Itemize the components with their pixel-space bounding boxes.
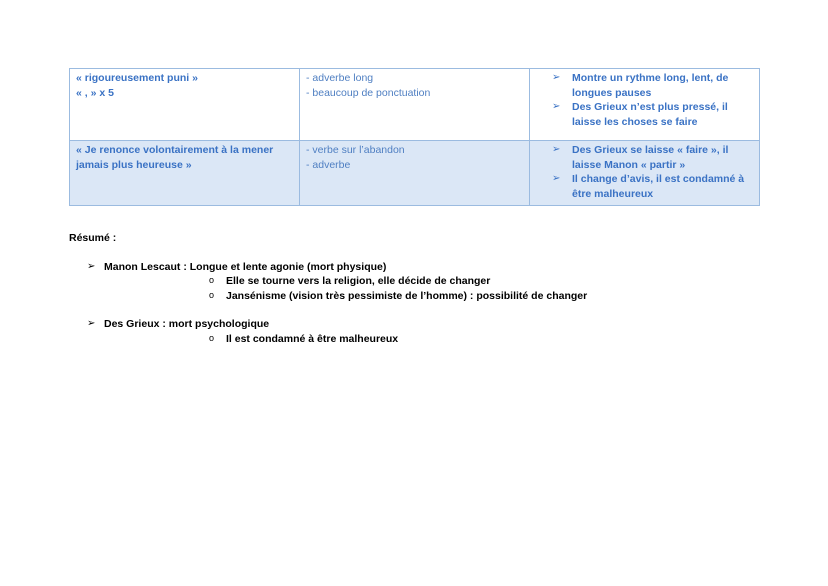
summary-subitem — [209, 333, 399, 345]
arrow-bullet-icon: ➢ — [552, 144, 561, 155]
effect-text: Il change d’avis, il est condamné à être malheureux — [572, 173, 745, 200]
summary-subitem-text: Jansénisme (vision très pessimiste de l’homme) : possibilité de changer — [226, 290, 588, 302]
device-text: - adverbe — [306, 158, 351, 171]
arrow-bullet-icon: ➢ — [552, 101, 561, 112]
device-cell — [300, 141, 530, 206]
summary-heading: Résumé : — [69, 232, 117, 244]
list-item — [536, 100, 754, 129]
device-text: - adverbe long — [306, 72, 374, 84]
arrow-bullet-icon: ➢ — [87, 261, 96, 272]
device-text: - verbe sur l’abandon — [306, 144, 405, 156]
list-item — [536, 172, 754, 201]
arrow-bullet-icon: ➢ — [87, 318, 96, 329]
circle-bullet-icon: o — [209, 333, 215, 343]
quote-text: « rigoureusement puni » — [76, 72, 198, 84]
summary-subitem — [209, 275, 491, 287]
effect-cell — [530, 69, 760, 141]
quote-cell — [70, 69, 300, 141]
list-item — [536, 143, 754, 172]
device-cell — [300, 69, 530, 141]
quote-text: « Je renonce volontairement à la mener jamais plus heureuse » — [76, 144, 274, 171]
summary-item — [87, 261, 387, 273]
summary-subitem-text: Elle se tourne vers la religion, elle décide de changer — [226, 275, 491, 287]
arrow-bullet-icon: ➢ — [552, 72, 561, 83]
table-row — [70, 69, 760, 141]
circle-bullet-icon: o — [209, 290, 215, 300]
table-row — [70, 141, 760, 206]
device-text: - beaucoup de ponctuation — [306, 86, 431, 99]
list-item — [536, 71, 754, 100]
circle-bullet-icon: o — [209, 275, 215, 285]
effect-text: Des Grieux n’est plus pressé, il laisse les choses se faire — [572, 101, 728, 128]
summary-subitem-text: Il est condamné à être malheureux — [226, 333, 399, 345]
effect-text: Montre un rythme long, lent, de longues pauses — [572, 72, 729, 99]
effect-text: Des Grieux se laisse « faire », il laisse Manon « partir » — [572, 144, 729, 171]
arrow-bullet-icon: ➢ — [552, 173, 561, 184]
summary-item-label: Manon Lescaut : Longue et lente agonie (mort physique) — [104, 261, 387, 273]
summary-item-label: Des Grieux : mort psychologique — [104, 318, 270, 330]
analysis-table — [69, 68, 760, 206]
quote-cell — [70, 141, 300, 206]
effect-list — [536, 71, 754, 129]
summary-subitem — [209, 290, 588, 302]
quote-text: « , » x 5 — [76, 86, 114, 99]
summary-item — [87, 318, 270, 330]
effect-list — [536, 143, 754, 201]
effect-cell — [530, 141, 760, 206]
